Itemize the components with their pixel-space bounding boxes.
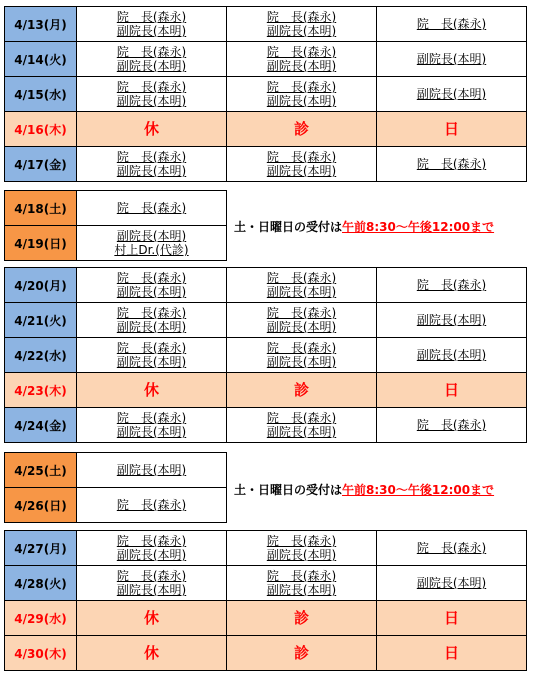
date-cell: 4/27(月) — [5, 531, 77, 566]
doctor-line: 副院長(本明) — [416, 87, 487, 101]
doctor-line: 副院長(本明) — [266, 59, 337, 73]
doctor-line: 副院長(本明) — [266, 164, 337, 178]
weekend-block-0 — [4, 190, 227, 261]
slot-cell — [227, 338, 377, 373]
holiday-cell: 日 — [377, 601, 527, 636]
doctor-line: 院 長(森永) — [116, 569, 187, 583]
doctor-line: 副院長(本明) — [116, 164, 187, 178]
date-cell: 4/30(木) — [5, 636, 77, 671]
doctor-line: 院 長(森永) — [416, 157, 487, 171]
note-prefix: 土・日曜日の受付は — [234, 483, 343, 497]
holiday-cell: 診 — [227, 601, 377, 636]
holiday-row — [5, 601, 527, 636]
date-cell: 4/29(水) — [5, 601, 77, 636]
slot-cell — [227, 566, 377, 601]
doctor-line: 院 長(森永) — [266, 80, 337, 94]
doctor-line: 副院長(本明) — [266, 583, 337, 597]
date-cell: 4/23(木) — [5, 373, 77, 408]
doctor-line: 副院長(本明) — [416, 348, 487, 362]
date-cell: 4/18(土) — [5, 191, 77, 226]
doctor-line: 院 長(森永) — [116, 411, 187, 425]
date-cell: 4/19(日) — [5, 226, 77, 261]
slot-cell — [377, 338, 527, 373]
holiday-cell: 診 — [227, 112, 377, 147]
slot-cell — [377, 303, 527, 338]
schedule-block-0 — [4, 6, 527, 182]
schedule-block-2 — [4, 530, 527, 671]
holiday-row — [5, 636, 527, 671]
doctor-line: 副院長(本明) — [266, 94, 337, 108]
doctor-line: 院 長(森永) — [116, 271, 187, 285]
doctor-line: 院 長(森永) — [116, 45, 187, 59]
slot-cell — [377, 408, 527, 443]
doctor-line: 副院長(本明) — [116, 548, 187, 562]
doctor-line: 副院長(本明) — [116, 59, 187, 73]
date-cell: 4/13(月) — [5, 7, 77, 42]
slot-cell — [77, 268, 227, 303]
slot-cell — [227, 303, 377, 338]
schedule-row — [5, 566, 527, 601]
weekend-reception-note — [234, 218, 494, 235]
slot-cell — [77, 42, 227, 77]
doctor-line: 副院長(本明) — [266, 355, 337, 369]
holiday-cell: 診 — [227, 636, 377, 671]
weekend-row — [5, 453, 227, 488]
doctor-line: 院 長(森永) — [416, 541, 487, 555]
slot-cell — [377, 566, 527, 601]
weekend-row — [5, 488, 227, 523]
doctor-line: 院 長(森永) — [416, 278, 487, 292]
slot-cell — [227, 531, 377, 566]
schedule-row — [5, 531, 527, 566]
doctor-line: 副院長(本明) — [116, 583, 187, 597]
doctor-line: 院 長(森永) — [266, 534, 337, 548]
doctor-line: 村上Dr.(代診) — [114, 243, 189, 257]
holiday-cell: 休 — [77, 636, 227, 671]
note-hours: 午前8:30～午後12:00まで — [342, 220, 495, 234]
schedule-row — [5, 268, 527, 303]
slot-cell — [77, 77, 227, 112]
weekend-reception-note — [234, 481, 494, 498]
doctor-line: 院 長(森永) — [266, 45, 337, 59]
schedule-block-1 — [4, 267, 527, 443]
slot-cell — [77, 566, 227, 601]
date-cell: 4/26(日) — [5, 488, 77, 523]
doctor-line: 副院長(本明) — [116, 285, 187, 299]
slot-cell — [227, 408, 377, 443]
schedule-row — [5, 408, 527, 443]
schedule-row — [5, 303, 527, 338]
note-prefix: 土・日曜日の受付は — [234, 220, 343, 234]
date-cell: 4/16(木) — [5, 112, 77, 147]
schedule-row — [5, 7, 527, 42]
doctor-line: 院 長(森永) — [266, 306, 337, 320]
holiday-cell: 休 — [77, 373, 227, 408]
slot-cell — [227, 77, 377, 112]
doctor-line: 院 長(森永) — [266, 411, 337, 425]
slot-cell — [77, 191, 227, 226]
doctor-line: 副院長(本明) — [266, 24, 337, 38]
slot-cell — [77, 488, 227, 523]
slot-cell — [77, 7, 227, 42]
date-cell: 4/24(金) — [5, 408, 77, 443]
doctor-line: 院 長(森永) — [116, 201, 187, 215]
doctor-line: 院 長(森永) — [266, 569, 337, 583]
doctor-line: 院 長(森永) — [116, 150, 187, 164]
slot-cell — [77, 453, 227, 488]
note-hours: 午前8:30～午後12:00まで — [342, 483, 495, 497]
holiday-cell: 日 — [377, 112, 527, 147]
holiday-cell: 診 — [227, 373, 377, 408]
slot-cell — [77, 531, 227, 566]
doctor-line: 副院長(本明) — [416, 52, 487, 66]
schedule-row — [5, 77, 527, 112]
doctor-line: 副院長(本明) — [266, 285, 337, 299]
doctor-line: 副院長(本明) — [116, 463, 187, 477]
slot-cell — [377, 42, 527, 77]
weekend-row — [5, 191, 227, 226]
doctor-line: 院 長(森永) — [266, 10, 337, 24]
date-cell: 4/15(水) — [5, 77, 77, 112]
date-cell: 4/28(火) — [5, 566, 77, 601]
slot-cell — [77, 226, 227, 261]
slot-cell — [77, 303, 227, 338]
doctor-line: 副院長(本明) — [116, 355, 187, 369]
slot-cell — [77, 408, 227, 443]
slot-cell — [377, 147, 527, 182]
doctor-line: 院 長(森永) — [266, 271, 337, 285]
doctor-line: 院 長(森永) — [116, 10, 187, 24]
slot-cell — [77, 147, 227, 182]
doctor-line: 院 長(森永) — [416, 418, 487, 432]
slot-cell — [227, 268, 377, 303]
doctor-line: 副院長(本明) — [416, 313, 487, 327]
doctor-line: 副院長(本明) — [416, 576, 487, 590]
slot-cell — [377, 268, 527, 303]
doctor-line: 院 長(森永) — [116, 341, 187, 355]
slot-cell — [227, 147, 377, 182]
slot-cell — [377, 77, 527, 112]
holiday-row — [5, 373, 527, 408]
doctor-line: 副院長(本明) — [266, 320, 337, 334]
doctor-line: 副院長(本明) — [116, 24, 187, 38]
weekend-block-1 — [4, 452, 227, 523]
doctor-line: 副院長(本明) — [266, 548, 337, 562]
doctor-line: 副院長(本明) — [266, 425, 337, 439]
doctor-line: 院 長(森永) — [266, 341, 337, 355]
doctor-line: 副院長(本明) — [116, 94, 187, 108]
schedule-row — [5, 338, 527, 373]
slot-cell — [377, 7, 527, 42]
doctor-line: 院 長(森永) — [116, 306, 187, 320]
weekend-row — [5, 226, 227, 261]
slot-cell — [77, 338, 227, 373]
doctor-line: 副院長(本明) — [116, 320, 187, 334]
holiday-cell: 日 — [377, 636, 527, 671]
doctor-line: 院 長(森永) — [416, 17, 487, 31]
date-cell: 4/17(金) — [5, 147, 77, 182]
slot-cell — [227, 7, 377, 42]
doctor-line: 院 長(森永) — [116, 534, 187, 548]
date-cell: 4/25(土) — [5, 453, 77, 488]
doctor-line: 院 長(森永) — [116, 80, 187, 94]
doctor-line: 院 長(森永) — [116, 498, 187, 512]
schedule-row — [5, 42, 527, 77]
doctor-line: 副院長(本明) — [116, 229, 187, 243]
schedule-row — [5, 147, 527, 182]
holiday-cell: 休 — [77, 601, 227, 636]
doctor-line: 院 長(森永) — [266, 150, 337, 164]
date-cell: 4/22(水) — [5, 338, 77, 373]
date-cell: 4/14(火) — [5, 42, 77, 77]
date-cell: 4/20(月) — [5, 268, 77, 303]
holiday-cell: 休 — [77, 112, 227, 147]
holiday-cell: 日 — [377, 373, 527, 408]
slot-cell — [377, 531, 527, 566]
date-cell: 4/21(火) — [5, 303, 77, 338]
holiday-row — [5, 112, 527, 147]
slot-cell — [227, 42, 377, 77]
doctor-line: 副院長(本明) — [116, 425, 187, 439]
